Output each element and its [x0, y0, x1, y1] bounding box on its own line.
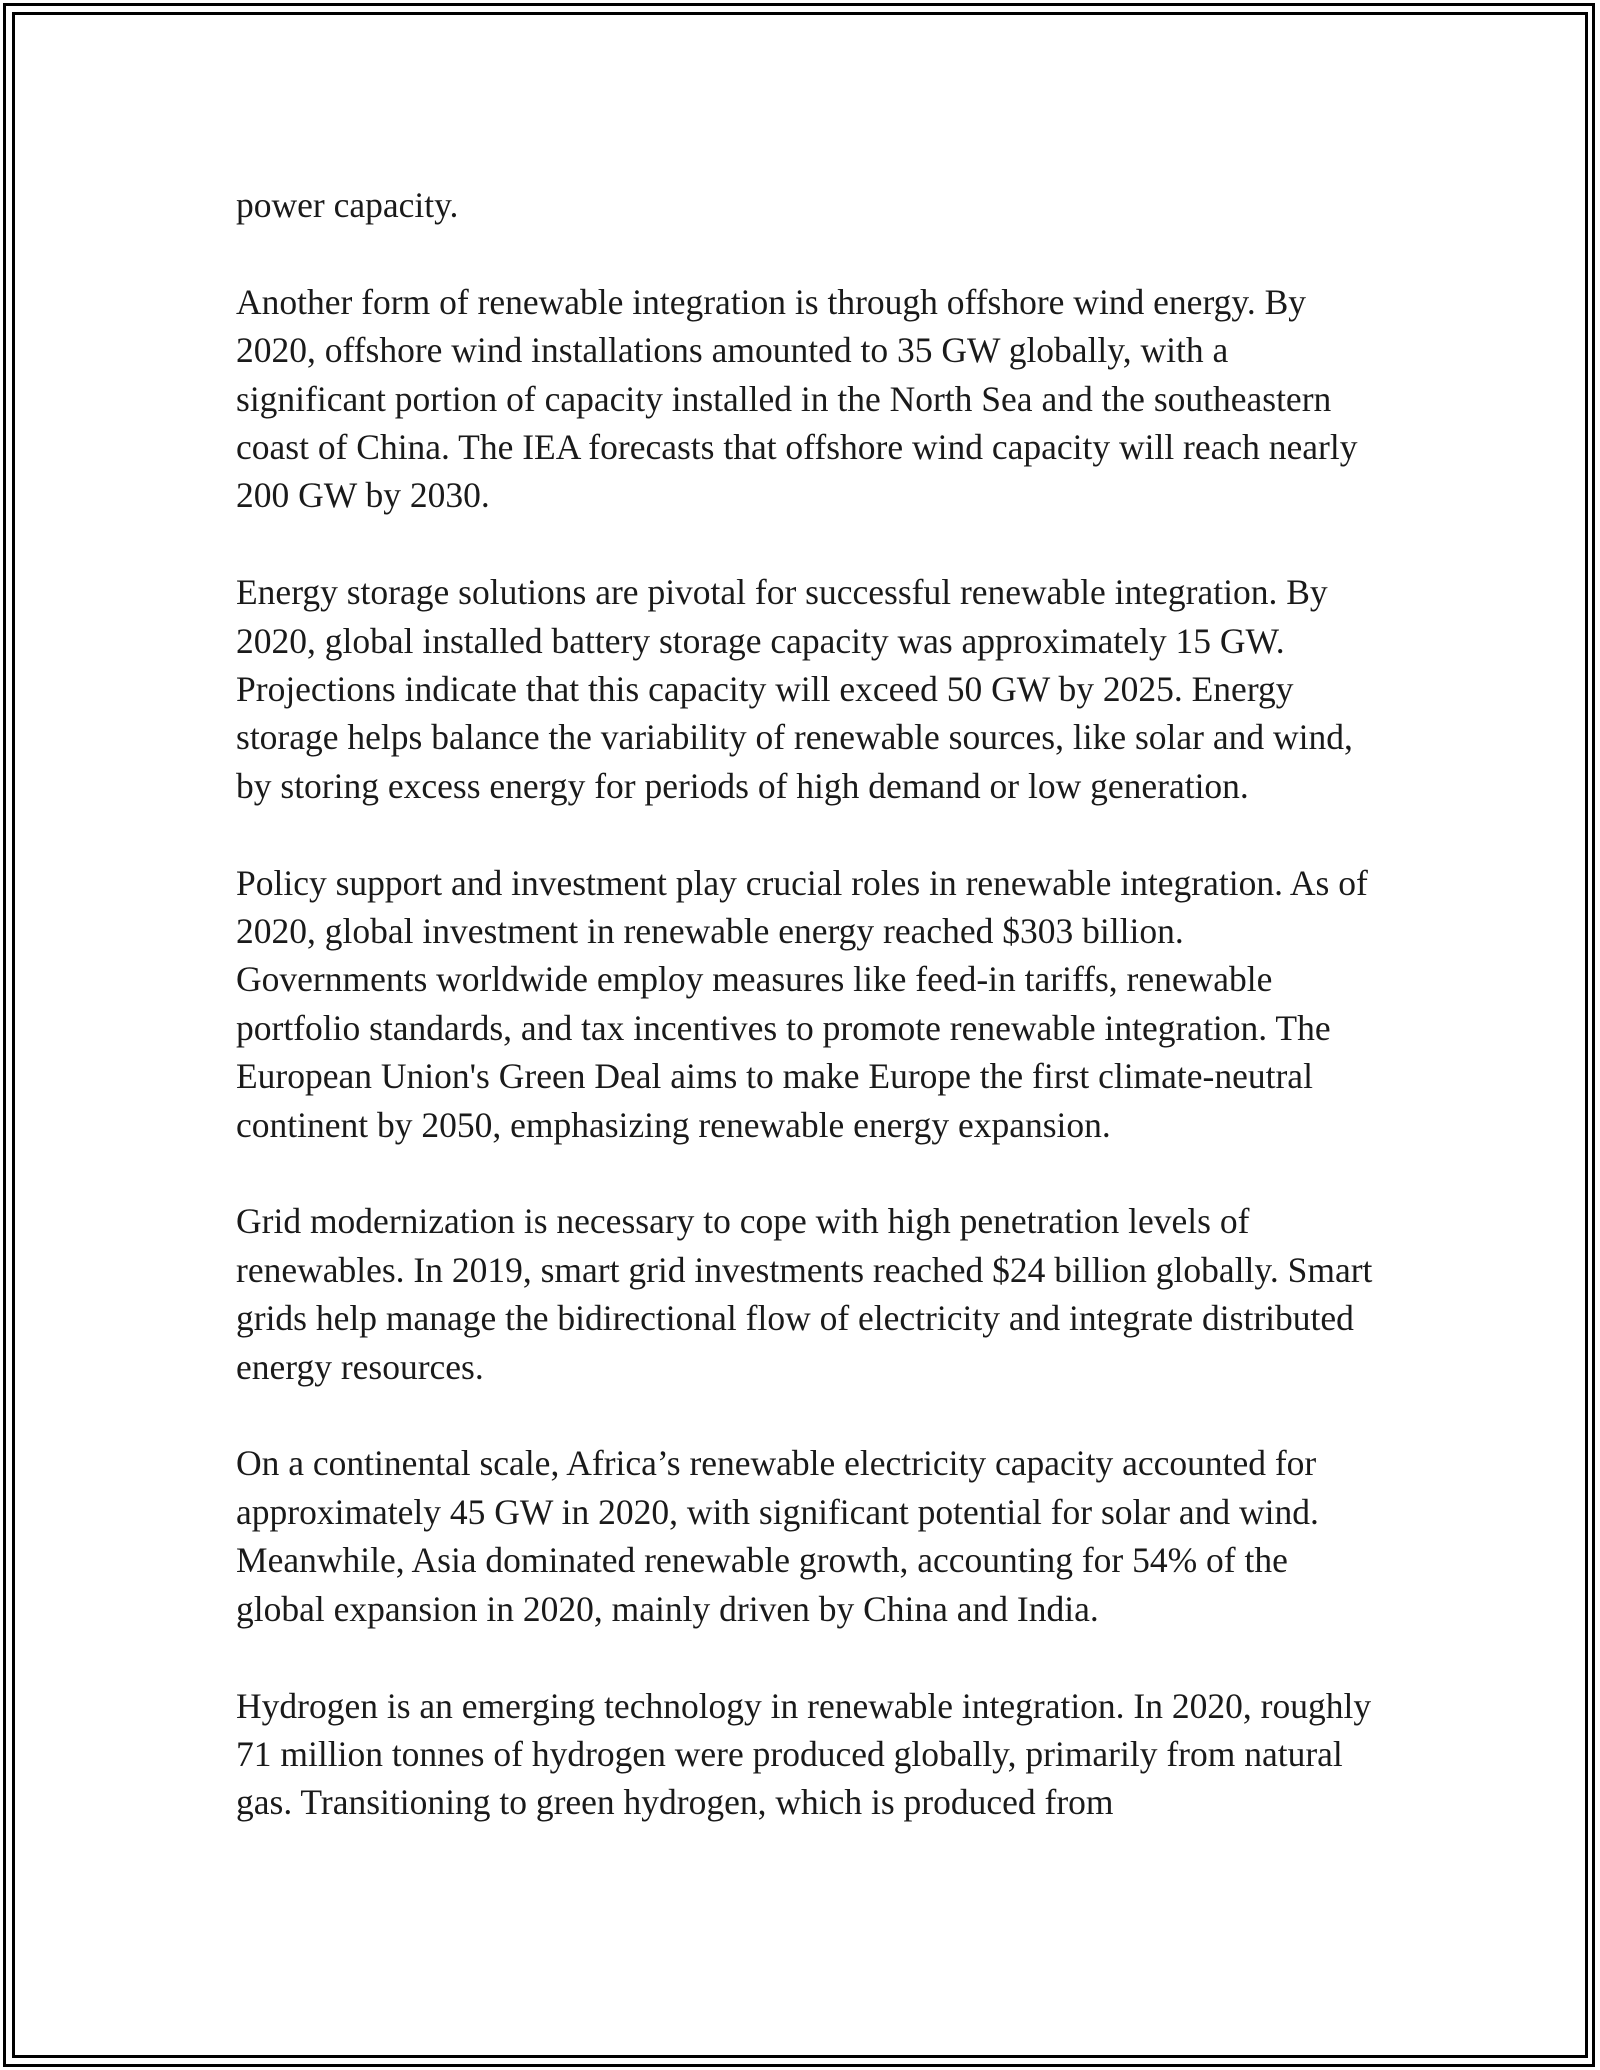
paragraph-continuation: power capacity.: [236, 185, 459, 225]
paragraph-energy-storage: Energy storage solutions are pivotal for successful renewable integration. By 2020, global installed battery storage capacity was approximately 15 GW. Projections indicate that this capacity will exceed 50 GW by 2025. Energy storage helps balance the variability of renewable sources, like solar and wind, by storing excess energy for periods of high demand or low generation.: [236, 572, 1353, 806]
paragraph-hydrogen: Hydrogen is an emerging technology in renewable integration. In 2020, roughly 71 million tonnes of hydrogen were produced globally, primarily from natural gas. Transitioning to green hydrogen, which is produced from: [236, 1685, 1372, 1823]
paragraph-offshore-wind: Another form of renewable integration is through offshore wind energy. By 2020, offshore wind installations amounted to 35 GW globally, with a significant portion of capacity installed in the North Sea and the southeastern coast of China. The IEA forecasts that offshore wind capacity will reach nearly 200 GW by 2030.: [236, 281, 1358, 516]
paragraph-continental-scale: On a continental scale, Africa’s renewable electricity capacity accounted for approximately 45 GW in 2020, with significant potential for solar and wind. Meanwhile, Asia dominated renewable growth, accounting for 54% of the global expansion in 2020, mainly driven by China and India.: [236, 1443, 1319, 1629]
paragraph-policy-investment: Policy support and investment play crucial roles in renewable integration. As of 2020, global investment in renewable energy reached $303 billion. Governments worldwide employ measures like feed-in tariffs, renewable portfolio standards, and tax incentives to promote renewable integration. The European Union's Green Deal aims to make Europe the first climate-neutral continent by 2050, emphasizing renewable energy expansion.: [236, 862, 1368, 1145]
document-body: [236, 181, 1376, 1827]
paragraph-grid-modernization: Grid modernization is necessary to cope with high penetration levels of renewables. In 2019, smart grid investments reached $24 billion globally. Smart grids help manage the bidirectional flow of electricity and integrate distributed energy resources.: [236, 1201, 1373, 1387]
